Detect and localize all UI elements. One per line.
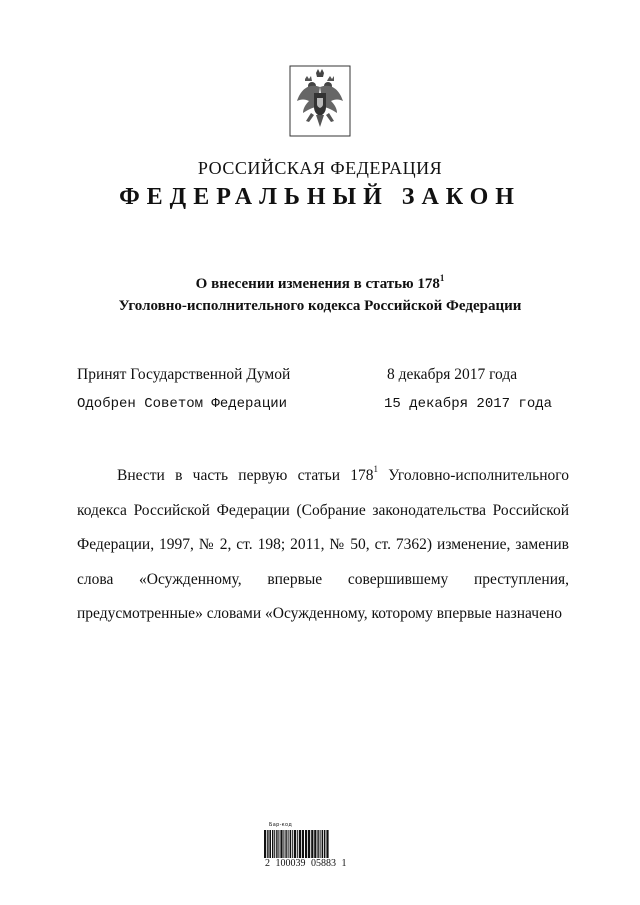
barcode-bar — [274, 830, 275, 858]
barcode-number: 2 100039 05883 1 — [265, 858, 347, 869]
law-type-heading: ФЕДЕРАЛЬНЫЙ ЗАКОН — [119, 184, 521, 210]
barcode-bar — [311, 830, 313, 858]
barcode-bar — [288, 830, 289, 858]
duma-date: 8 декабря 2017 года — [387, 366, 518, 383]
barcode-bar — [308, 830, 310, 858]
country-name: РОССИЙСКАЯ ФЕДЕРАЦИЯ — [197, 158, 443, 178]
barcode-bar — [324, 830, 326, 858]
council-label: Одобрен Советом Федерации — [77, 396, 288, 412]
law-title-superscript: 1 — [439, 273, 445, 283]
body-superscript: 1 — [373, 463, 379, 474]
barcode-bar — [317, 830, 318, 858]
barcode — [263, 822, 359, 878]
barcode-bar — [269, 830, 271, 858]
barcode-bar — [280, 830, 282, 858]
law-title-line-1-text: О внесении изменения в статью 178 — [195, 276, 440, 292]
barcode-bar — [276, 830, 277, 858]
coat-of-arms-icon — [289, 65, 351, 137]
body-text-start: Внести в часть первую статьи 178 — [117, 467, 374, 484]
barcode-bar — [290, 830, 291, 858]
barcode-bar — [320, 830, 321, 858]
body-paragraph — [77, 459, 569, 632]
barcode-bar — [297, 830, 298, 858]
law-title-line-2: Уголовно-исполнительного кодекса Российской Федерации — [118, 298, 522, 314]
barcode-bar — [322, 830, 323, 858]
barcode-bar — [264, 830, 266, 858]
barcode-bar — [302, 830, 304, 858]
barcode-bar — [292, 830, 293, 858]
barcode-bar — [294, 830, 296, 858]
barcode-caption: Бар-код — [269, 822, 293, 828]
barcode-bar — [283, 830, 284, 858]
barcode-bar — [267, 830, 268, 858]
barcode-bar — [299, 830, 301, 858]
law-title — [0, 273, 640, 317]
barcode-bar — [314, 830, 316, 858]
barcode-bar — [305, 830, 307, 858]
council-date: 15 декабря 2017 года — [384, 396, 553, 412]
barcode-bars — [263, 830, 355, 858]
barcode-bar — [272, 830, 273, 858]
barcode-bar — [326, 830, 328, 858]
body-text-rest: Уголовно-исполнительного кодекса Российской Федерации (Собрание законодательства Российской Федерации, 1997, № 2, ст. 198; 2011, № 50, ст. 7362) изменение, заменив слова «Осужденному, впервые совершившему преступления, предусмотренные» словами «Осужденному, которому впервые назначено — [77, 467, 569, 622]
barcode-bar — [278, 830, 279, 858]
law-title-line-1 — [0, 273, 640, 295]
barcode-bar — [285, 830, 286, 858]
duma-label: Принят Государственной Думой — [77, 366, 291, 383]
